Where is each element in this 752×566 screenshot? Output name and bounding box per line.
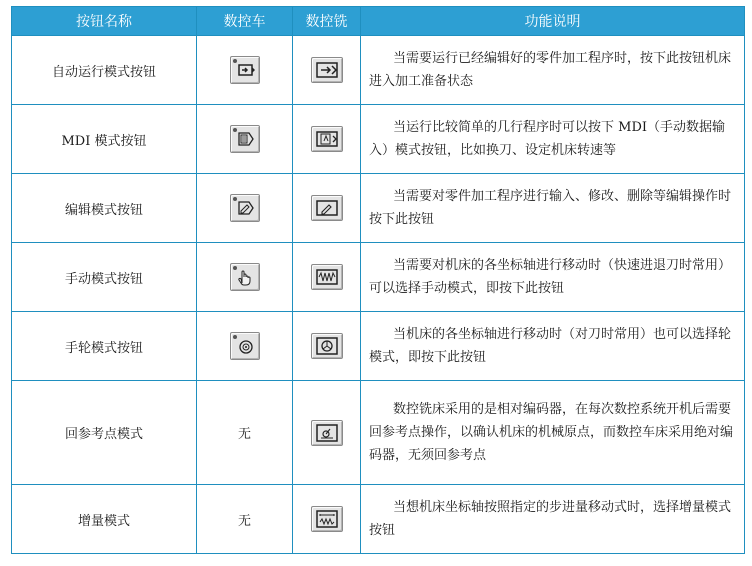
increment-icon — [311, 506, 343, 532]
mill-icon-cell — [293, 243, 361, 312]
button-name-cell: 手动模式按钮 — [12, 243, 197, 312]
button-function-table — [11, 6, 745, 554]
handwheel-icon — [311, 333, 343, 359]
header-description: 功能说明 — [361, 7, 745, 36]
table-row — [12, 174, 745, 243]
mill-icon-cell — [293, 174, 361, 243]
description-cell: 当需要对零件加工程序进行输入、修改、删除等编辑操作时按下此按钮 — [361, 174, 745, 243]
button-name-cell: 回参考点模式 — [12, 381, 197, 485]
mill-icon-cell — [293, 381, 361, 485]
lathe-icon-cell — [197, 174, 293, 243]
lathe-icon-cell — [197, 105, 293, 174]
mill-icon-cell — [293, 36, 361, 105]
lathe-icon-cell: 无 — [197, 485, 293, 554]
table-row — [12, 36, 745, 105]
lathe-icon-cell — [197, 36, 293, 105]
description-cell: 当需要运行已经编辑好的零件加工程序时，按下此按钮机床进入加工准备状态 — [361, 36, 745, 105]
description-cell: 当运行比较简单的几行程序时可以按下 MDI（手动数据输入）模式按钮，比如换刀、设定机床转速等 — [361, 105, 745, 174]
button-name-cell: 自动运行模式按钮 — [12, 36, 197, 105]
mill-icon-cell — [293, 485, 361, 554]
table-row — [12, 105, 745, 174]
jog-wave-icon — [311, 264, 343, 290]
table-row — [12, 243, 745, 312]
description-cell: 当需要对机床的各坐标轴进行移动时（快速进退刀时常用）可以选择手动模式，即按下此按钮 — [361, 243, 745, 312]
header-button-name: 按钮名称 — [12, 7, 197, 36]
button-name-cell: 编辑模式按钮 — [12, 174, 197, 243]
description-cell: 当想机床坐标轴按照指定的步进量移动式时，选择增量模式按钮 — [361, 485, 745, 554]
edit-icon — [311, 195, 343, 221]
description-cell: 数控铣床采用的是相对编码器，在每次数控系统开机后需要回参考点操作，以确认机床的机械原点，而数控车床采用绝对编码器，无须回参考点 — [361, 381, 745, 485]
lathe-icon-cell — [197, 243, 293, 312]
table-row — [12, 381, 745, 485]
edit-icon — [230, 194, 260, 222]
table-row — [12, 312, 745, 381]
header-mill: 数控铣 — [293, 7, 361, 36]
button-name-cell: MDI 模式按钮 — [12, 105, 197, 174]
description-cell: 当机床的各坐标轴进行移动时（对刀时常用）也可以选择轮模式，即按下此按钮 — [361, 312, 745, 381]
reference-point-icon — [311, 420, 343, 446]
mill-icon-cell — [293, 105, 361, 174]
lathe-icon-cell: 无 — [197, 381, 293, 485]
mdi-icon — [311, 126, 343, 152]
handwheel-icon — [230, 332, 260, 360]
header-lathe: 数控车 — [197, 7, 293, 36]
table-row — [12, 485, 745, 554]
table-header-row — [12, 7, 745, 36]
hand-icon — [230, 263, 260, 291]
auto-run-icon — [311, 57, 343, 83]
auto-run-icon — [230, 56, 260, 84]
button-name-cell: 手轮模式按钮 — [12, 312, 197, 381]
button-name-cell: 增量模式 — [12, 485, 197, 554]
mdi-icon — [230, 125, 260, 153]
mill-icon-cell — [293, 312, 361, 381]
lathe-icon-cell — [197, 312, 293, 381]
